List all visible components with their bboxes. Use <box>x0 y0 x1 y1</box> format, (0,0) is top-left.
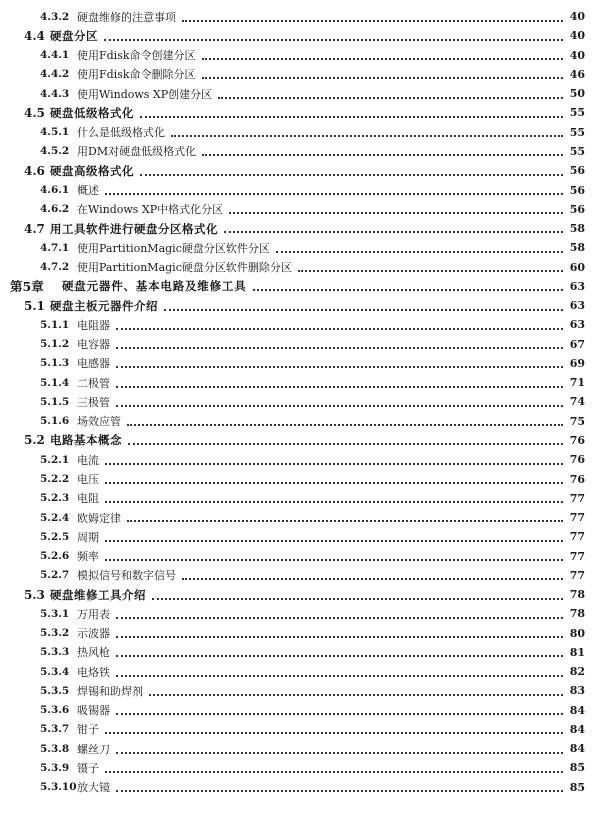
dot-leader <box>224 230 563 233</box>
toc-entry-sub[interactable] <box>0 335 593 354</box>
toc-entry-sec[interactable] <box>0 431 593 450</box>
dot-leader <box>202 76 563 79</box>
toc-entry-page: 84 <box>569 722 585 736</box>
toc-entry-title: 什么是低级格式化 <box>77 126 165 140</box>
toc-entry-title: 吸锡器 <box>77 704 110 718</box>
toc-entry-page: 69 <box>569 356 585 370</box>
dot-leader <box>116 327 563 330</box>
dot-leader <box>164 308 563 311</box>
toc-entry-page: 40 <box>569 10 585 24</box>
toc-entry-sub[interactable] <box>0 392 593 411</box>
toc-entry-page: 77 <box>569 491 585 505</box>
toc-entry-number: 4.3.2 <box>40 10 70 23</box>
toc-entry-title: 钳子 <box>77 723 99 737</box>
toc-entry-title: 使用Fdisk命令创建分区 <box>77 49 196 63</box>
toc-entry-page: 76 <box>569 433 585 447</box>
toc-entry-title: 示波器 <box>77 627 110 641</box>
toc-entry-title: 万用表 <box>77 607 110 621</box>
dot-leader <box>116 365 563 368</box>
dot-leader <box>140 115 563 118</box>
toc-entry-number: 5.2.6 <box>40 550 70 563</box>
dot-leader <box>218 96 563 99</box>
toc-entry-title: 热风枪 <box>77 646 110 660</box>
toc-entry-sub[interactable] <box>0 527 593 546</box>
toc-entry-sub[interactable] <box>0 662 593 681</box>
toc-entry-title: 频率 <box>77 550 99 564</box>
toc-entry-page: 46 <box>569 67 585 81</box>
toc-entry-chap[interactable] <box>0 277 593 296</box>
toc-entry-title: 电压 <box>77 473 99 486</box>
toc-entry-title: 使用Fdisk命令删除分区 <box>77 68 196 82</box>
toc-entry-title: 二极管 <box>77 376 110 390</box>
toc-entry-title: 周期 <box>77 530 99 544</box>
toc-entry-number: 5.3.8 <box>40 742 70 755</box>
toc-entry-page: 74 <box>569 395 585 409</box>
toc-entry-page: 40 <box>569 29 585 43</box>
dot-leader <box>116 789 563 792</box>
toc-entry-sec[interactable] <box>0 103 593 122</box>
toc-entry-sub[interactable] <box>0 469 593 488</box>
toc-entry-sub[interactable] <box>0 46 593 65</box>
toc-entry-page: 84 <box>569 742 585 756</box>
toc-entry-sub[interactable] <box>0 257 593 276</box>
toc-entry-title: 在Windows XP中格式化分区 <box>77 203 224 217</box>
dot-leader <box>105 539 563 542</box>
toc-entry-sub[interactable] <box>0 508 593 527</box>
toc-entry-page: 81 <box>569 645 585 659</box>
toc-entry-sub[interactable] <box>0 142 593 161</box>
toc-entry-page: 63 <box>569 279 585 293</box>
toc-entry-page: 55 <box>569 106 585 120</box>
toc-entry-sub[interactable] <box>0 681 593 700</box>
dot-leader <box>182 577 563 580</box>
dot-leader <box>105 192 563 195</box>
toc-entry-number: 5.3.2 <box>40 627 70 640</box>
toc-entry-page: 77 <box>569 530 585 544</box>
dot-leader <box>104 38 563 41</box>
toc-entry-sub[interactable] <box>0 701 593 720</box>
toc-entry-sub[interactable] <box>0 758 593 777</box>
dot-leader <box>116 385 563 388</box>
toc-entry-title: 用工具软件进行硬盘分区格式化 <box>50 221 218 236</box>
toc-entry-page: 75 <box>569 414 585 428</box>
toc-entry-number: 5.3 <box>24 587 45 602</box>
toc-entry-sub[interactable] <box>0 566 593 585</box>
toc-entry-number: 5.2.1 <box>40 453 70 466</box>
toc-entry-sub[interactable] <box>0 450 593 469</box>
dot-leader <box>171 134 563 137</box>
toc-entry-page: 77 <box>569 549 585 563</box>
toc-entry-sub[interactable] <box>0 643 593 662</box>
toc-entry-title: 三极管 <box>77 395 110 409</box>
dot-leader <box>116 635 563 638</box>
toc-entry-title: 硬盘低级格式化 <box>50 105 134 120</box>
toc-entry-number: 5.3.1 <box>40 607 70 620</box>
toc-entry-number: 5.3.10 <box>40 781 77 794</box>
dot-leader <box>105 481 563 484</box>
toc-entry-number: 4.7.1 <box>40 241 70 254</box>
toc-entry-sub[interactable] <box>0 354 593 373</box>
toc-entry-title: 模拟信号和数字信号 <box>77 569 176 583</box>
toc-entry-number: 5.1.1 <box>40 318 70 331</box>
toc-entry-page: 80 <box>569 626 585 640</box>
toc-entry-page: 78 <box>569 588 585 602</box>
dot-leader <box>140 173 563 176</box>
toc-entry-number: 5.2.7 <box>40 569 70 582</box>
toc-entry-number: 4.6.1 <box>40 184 70 197</box>
toc-entry-sec[interactable] <box>0 161 593 180</box>
toc-entry-page: 60 <box>569 260 585 274</box>
toc-entry-page: 67 <box>569 337 585 351</box>
toc-entry-title: 电容器 <box>77 338 110 352</box>
dot-leader <box>298 269 563 272</box>
dot-leader <box>149 693 563 696</box>
toc-entry-page: 56 <box>569 164 585 178</box>
toc-entry-title: 电路基本概念 <box>50 433 122 448</box>
toc-entry-title: 焊锡和助焊剂 <box>77 684 143 698</box>
toc-entry-page: 71 <box>569 376 585 390</box>
toc-entry-sec[interactable] <box>0 26 593 45</box>
toc-entry-title: 螺丝刀 <box>77 742 110 756</box>
dot-leader <box>127 519 563 522</box>
dot-leader <box>116 654 563 657</box>
toc-entry-number: 4.4.3 <box>40 87 70 100</box>
toc-entry-number: 4.7.2 <box>40 261 70 274</box>
toc-entry-page: 55 <box>569 144 585 158</box>
toc-entry-number: 4.4.1 <box>40 49 70 62</box>
toc-entry-sub[interactable] <box>0 720 593 739</box>
toc-entry-sub[interactable] <box>0 546 593 565</box>
toc-entry-page: 55 <box>569 125 585 139</box>
toc-entry-title: 硬盘主板元器件介绍 <box>50 298 158 313</box>
toc-entry-number: 第5章 <box>10 279 44 295</box>
toc-entry-number: 5.3.6 <box>40 704 70 717</box>
toc-entry-sub[interactable] <box>0 315 593 334</box>
toc-entry-title: 使用Windows XP创建分区 <box>77 87 213 101</box>
toc-entry-number: 5.1.3 <box>40 357 70 370</box>
toc-entry-sub[interactable] <box>0 739 593 758</box>
dot-leader <box>116 712 563 715</box>
dot-leader <box>105 462 563 465</box>
toc-entry-number: 5.2.4 <box>40 511 70 524</box>
toc-entry-page: 58 <box>569 241 585 255</box>
toc-entry-sub[interactable] <box>0 200 593 219</box>
toc-entry-title: 使用PartitionMagic硬盘分区软件分区 <box>77 241 270 255</box>
toc-entry-sub[interactable] <box>0 624 593 643</box>
table-of-contents <box>0 7 593 797</box>
toc-entry-title: 电阻 <box>77 492 99 506</box>
toc-entry-page: 85 <box>569 780 585 794</box>
toc-entry-sub[interactable] <box>0 373 593 392</box>
toc-entry-page: 77 <box>569 568 585 582</box>
toc-entry-number: 5.1.5 <box>40 395 70 408</box>
dot-leader <box>116 346 563 349</box>
toc-entry-sub[interactable] <box>0 7 593 26</box>
toc-entry-sub[interactable] <box>0 65 593 84</box>
toc-entry-page: 40 <box>569 48 585 62</box>
toc-entry-page: 63 <box>569 299 585 313</box>
toc-entry-title: 电烙铁 <box>77 665 110 679</box>
toc-entry-number: 5.2.2 <box>40 473 70 485</box>
toc-entry-number: 4.5 <box>24 105 45 120</box>
toc-entry-sub[interactable] <box>0 412 593 431</box>
toc-entry-title: 概述 <box>77 184 99 198</box>
dot-leader <box>182 19 563 22</box>
toc-entry-number: 5.3.9 <box>40 761 70 774</box>
toc-entry-title: 用DM对硬盘低级格式化 <box>77 145 197 159</box>
toc-entry-title: 电感器 <box>77 357 110 371</box>
toc-entry-page: 56 <box>569 202 585 216</box>
toc-entry-page: 83 <box>569 684 585 698</box>
toc-entry-sec[interactable] <box>0 296 593 315</box>
dot-leader <box>128 442 563 445</box>
toc-entry-title: 镊子 <box>77 761 99 775</box>
toc-entry-number: 4.4.2 <box>40 68 70 81</box>
dot-leader <box>105 500 563 503</box>
toc-entry-number: 4.7 <box>24 221 45 236</box>
dot-leader <box>202 57 563 60</box>
toc-entry-number: 5.2 <box>24 433 45 448</box>
toc-entry-page: 50 <box>569 87 585 101</box>
toc-entry-number: 4.6 <box>24 163 45 178</box>
toc-entry-number: 5.1.4 <box>40 376 70 389</box>
toc-entry-title: 欧姆定律 <box>77 511 121 525</box>
dot-leader <box>116 674 563 677</box>
toc-entry-number: 5.2.3 <box>40 492 70 505</box>
toc-entry-page: 76 <box>569 453 585 467</box>
dot-leader <box>116 616 563 619</box>
dot-leader <box>229 211 563 214</box>
toc-entry-number: 4.5.1 <box>40 126 70 139</box>
toc-entry-page: 58 <box>569 222 585 236</box>
toc-entry-page: 56 <box>569 183 585 197</box>
toc-entry-number: 5.1 <box>24 298 45 313</box>
dot-leader <box>105 770 563 773</box>
toc-entry-title: 硬盘维修工具介绍 <box>50 587 146 602</box>
toc-entry-number: 5.2.5 <box>40 530 70 543</box>
toc-entry-page: 84 <box>569 703 585 717</box>
toc-entry-page: 85 <box>569 761 585 775</box>
dot-leader <box>276 250 563 253</box>
toc-entry-title: 电流 <box>77 453 99 467</box>
toc-entry-sec[interactable] <box>0 219 593 238</box>
toc-entry-sub[interactable] <box>0 123 593 142</box>
toc-entry-title: 硬盘高级格式化 <box>50 163 134 178</box>
dot-leader <box>127 423 563 426</box>
toc-entry-sub[interactable] <box>0 84 593 103</box>
toc-entry-sub[interactable] <box>0 238 593 257</box>
toc-entry-page: 78 <box>569 607 585 621</box>
dot-leader <box>253 288 564 291</box>
toc-entry-sec[interactable] <box>0 585 593 604</box>
toc-entry-title: 硬盘分区 <box>50 28 98 43</box>
toc-entry-title: 电阻器 <box>77 318 110 332</box>
toc-entry-number: 5.3.5 <box>40 684 70 697</box>
dot-leader <box>202 153 563 156</box>
toc-entry-title: 放大镜 <box>77 781 110 795</box>
toc-entry-title: 硬盘维修的注意事项 <box>77 10 176 24</box>
toc-entry-page: 82 <box>569 665 585 679</box>
dot-leader <box>152 597 563 600</box>
toc-entry-title: 硬盘元器件、基本电路及维修工具 <box>62 279 247 294</box>
toc-entry-number: 5.1.6 <box>40 415 70 428</box>
toc-entry-number: 5.3.4 <box>40 665 70 678</box>
toc-entry-number: 4.4 <box>24 28 45 43</box>
toc-entry-number: 5.1.2 <box>40 338 70 351</box>
toc-entry-page: 77 <box>569 511 585 525</box>
toc-entry-number: 5.3.7 <box>40 723 70 736</box>
dot-leader <box>116 404 563 407</box>
toc-entry-sub[interactable] <box>0 180 593 199</box>
dot-leader <box>105 558 563 561</box>
toc-entry-title: 使用PartitionMagic硬盘分区软件删除分区 <box>77 261 292 275</box>
toc-entry-sub[interactable] <box>0 489 593 508</box>
toc-entry-page: 63 <box>569 318 585 332</box>
toc-entry-sub[interactable] <box>0 604 593 623</box>
toc-entry-sub[interactable] <box>0 778 593 797</box>
dot-leader <box>116 751 563 754</box>
toc-entry-page: 76 <box>569 472 585 486</box>
toc-entry-number: 4.5.2 <box>40 145 70 158</box>
toc-entry-number: 5.3.3 <box>40 646 70 659</box>
toc-entry-number: 4.6.2 <box>40 203 70 216</box>
dot-leader <box>105 731 563 734</box>
toc-entry-title: 场效应管 <box>77 415 121 429</box>
